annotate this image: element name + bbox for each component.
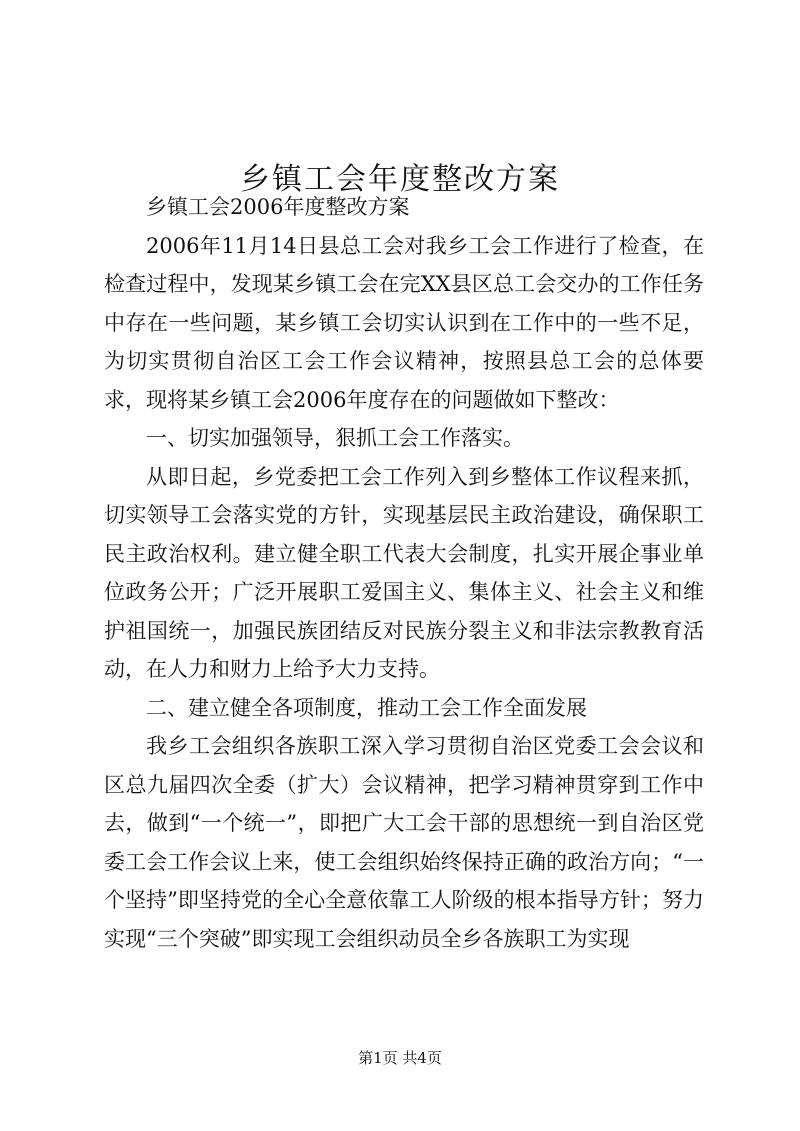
- section-heading-2: 二、建立健全各项制度，推动工会工作全面发展: [146, 695, 587, 720]
- document-body: [104, 188, 704, 958]
- paragraph-intro: 2006年11月14日县总工会对我乡工会工作进行了检查，在检查过程中，发现某乡镇工会在完XX县区总工会交办的工作任务中存在一些问题，某乡镇工会切实认识到在工作中的一些不足，为切实贯彻自治区工会工作会议精神，按照县总工会的总体要求，现将某乡镇工会2006年度存在的问题做如下整改：: [104, 233, 704, 412]
- document-title: 乡镇工会年度整改方案: [240, 162, 560, 198]
- paragraph-section-1: 从即日起，乡党委把工会工作列入到乡整体工作议程来抓，切实领导工会落实党的方针，实现基层民主政治建设，确保职工民主政治权利。建立健全职工代表大会制度，扎实开展企事业单位政务公开；广泛开展职工爱国主义、集体主义、社会主义和维护祖国统一，加强民族团结反对民族分裂主义和非法宗教教育活动，在人力和财力上给予大力支持。: [104, 464, 704, 681]
- paragraph-subtitle: 乡镇工会2006年度整改方案: [146, 195, 410, 219]
- paragraph-section-2: 我乡工会组织各族职工深入学习贯彻自治区党委工会会议和区总九届四次全委（扩大）会议精神，把学习精神贯穿到工作中去，做到“一个统一”，即把广大工会干部的思想统一到自治区党委工会工作会议上来，使工会组织始终保持正确的政治方向；“一个坚持”即坚持党的全心全意依靠工人阶级的根本指导方针；努力实现“三个突破”即实现工会组织动员全乡各族职工为实现: [104, 734, 704, 951]
- page-number-footer: 第1页 共4页: [358, 1049, 442, 1067]
- section-heading-1: 一、切实加强领导，狠抓工会工作落实。: [146, 426, 524, 450]
